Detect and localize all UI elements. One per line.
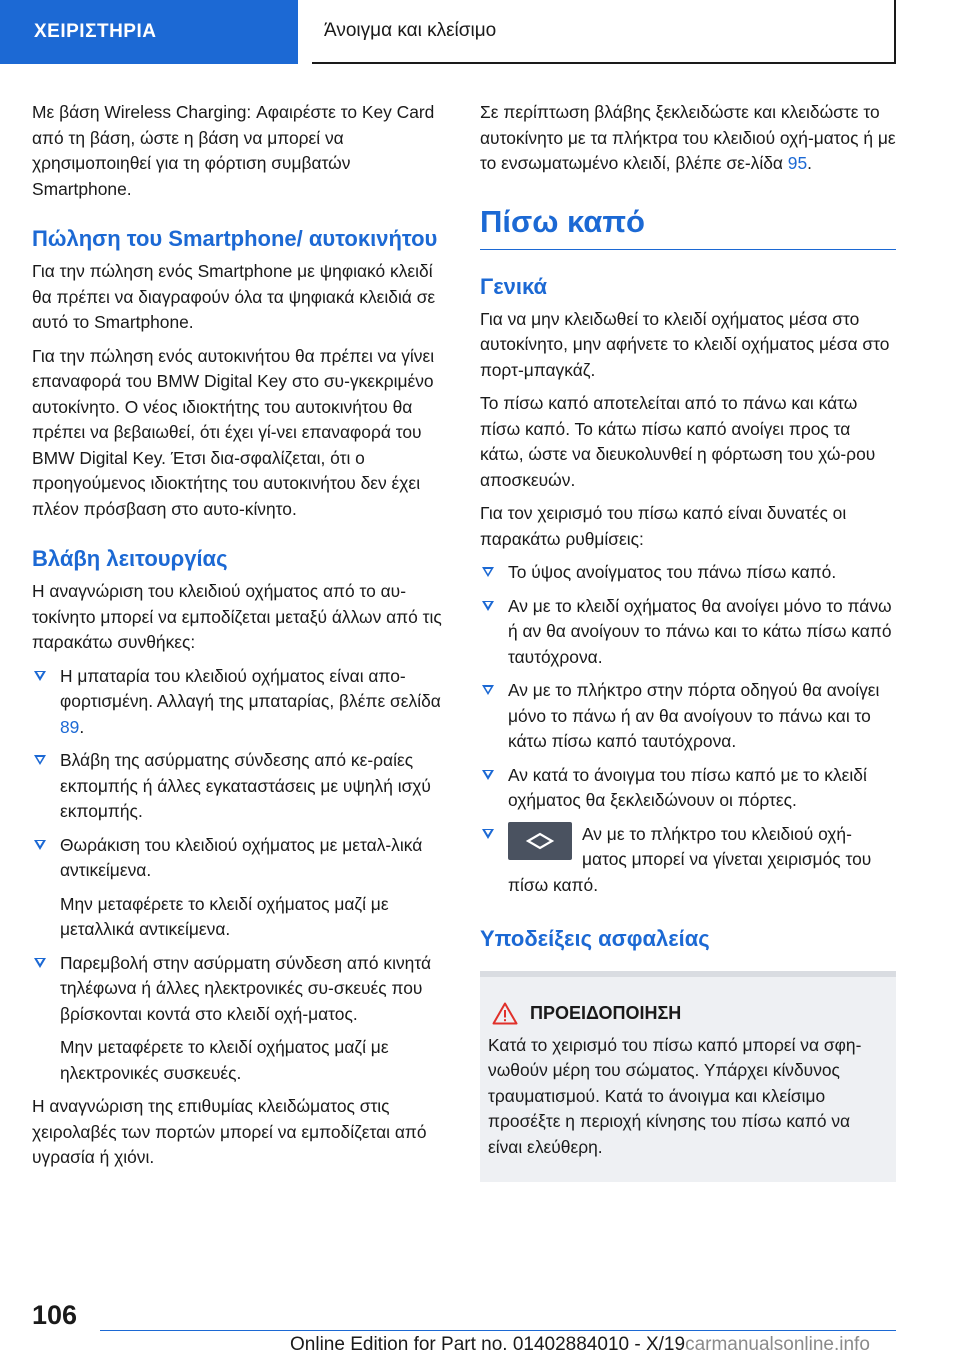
bullet-triangle-icon: [34, 958, 46, 968]
warning-title: [492, 1001, 888, 1027]
list-item-text: Βλάβη της ασύρματης σύνδεσης από κε-ραίες εκπομπής ή άλλες εγκαταστάσεις με υψηλή ισχύ εκπομπής.: [60, 750, 431, 821]
footer-site: carmanualsonline.info: [685, 1334, 870, 1355]
fault-intro: Η αναγνώριση του κλειδιού οχήματος από το αυ-τοκίνητο μπορεί να εμποδίζεται μεταξύ άλλων από τις παρακάτω συνθήκες:: [32, 581, 442, 652]
sale-paragraph-1: Για την πώληση ενός Smartphone με ψηφιακό κλειδί θα πρέπει να διαγραφούν όλα τα ψηφιακά κλειδιά σε αυτό το Smartphone.: [32, 261, 436, 332]
list-item-text: Αν με το πλήκτρο στην πόρτα οδηγού θα ανοίγει μόνο το πάνω ή αν θα ανοίγουν το πάνω και το κάτω πίσω καπό ταυτόχρονα.: [508, 680, 880, 751]
list-item-text: Παρεμβολή στην ασύρματη σύνδεση από κινητά τηλέφωνα ή άλλες ηλεκτρονικές συ-σκευές που βρίσκονται κοντά στο κλειδί οχή-ματος.: [60, 952, 432, 1024]
general-paragraph-3: Για τον χειρισμό του πίσω καπό είναι δυνατές οι παρακάτω ρυθμίσεις:: [480, 503, 847, 549]
page-number: 106: [32, 1300, 78, 1330]
settings-list: [480, 560, 896, 898]
chapter-title: Άνοιγμα και κλείσιμο: [324, 20, 497, 41]
list-item: [32, 664, 448, 741]
list-item-text: Θωράκιση του κλειδιού οχήματος με μεταλ-λικά αντικείμενα.: [60, 834, 423, 880]
list-item-note: Μην μεταφέρετε το κλειδί οχήματος μαζί με ηλεκτρονικές συσκευές.: [60, 1037, 389, 1083]
bullet-triangle-icon: [482, 770, 494, 780]
bullet-triangle-icon: [482, 829, 494, 839]
warning-title-text: ΠΡΟΕΙΔΟΠΟΙΗΣΗ: [530, 1003, 682, 1023]
list-item: [480, 822, 896, 899]
right-column: [480, 100, 896, 1182]
list-item-note: Μην μεταφέρετε το κλειδί οχήματος μαζί με μεταλλικά αντικείμενα.: [60, 893, 389, 939]
list-item-text: Η μπαταρία του κλειδιού οχήματος είναι απο-φορτισμένη. Αλλαγή της μπαταρίας, βλέπε σελίδα: [60, 665, 441, 711]
intro-paragraph: Με βάση Wireless Charging: Αφαιρέστε το Key Card από τη βάση, ώστε η βάση να μπορεί να χρησιμοποιηθεί για τη φόρτιση συμβατών Smartphone.: [32, 102, 435, 199]
footer-edition: [290, 1334, 870, 1356]
fault-heading: Βλάβη λειτουργίας: [32, 546, 228, 571]
warning-triangle-icon: [492, 1002, 518, 1025]
left-column: [32, 100, 448, 1179]
list-item: [480, 560, 896, 586]
section-title: ΧΕΙΡΙΣΤΗΡΙΑ: [34, 21, 157, 42]
general-paragraph-2: Το πίσω καπό αποτελείται από το πάνω και κάτω πίσω καπό. Το κάτω πίσω καπό ανοίγει προς τα κάτω, ώστε να διευκολυνθεί η φόρτωση του χώ-ρου αποσκευών.: [480, 393, 876, 490]
list-item-tail: .: [79, 716, 85, 737]
footer-divider: [100, 1330, 896, 1331]
bullet-triangle-icon: [34, 755, 46, 765]
sale-paragraph-2: Για την πώληση ενός αυτοκινήτου θα πρέπει να γίνει επαναφορά του BMW Digital Key στο συ-γκεκριμένο αυτοκίνητο. Ο νέος ιδιοκτήτης του αυτοκινήτου θα πρέπει να βεβαιωθεί, ότι έχει γί-νει επαναφορά του BMW Digital Key. Έτσι δια-σφαλίζεται, ότι ο προηγούμενος ιδιοκτήτης του αυτοκινήτου δεν έχει πλέον πρόσβαση στο αυτο-κίνητο.: [32, 345, 435, 519]
fault-list: [32, 664, 448, 1087]
warning-text: Κατά το χειρισμό του πίσω καπό μπορεί να σφη-νωθούν μέρη του σώματος. Υπάρχει κίνδυνος τραυματισμού. Κατά το άνοιγμα και κλείσιμο προσέξτε η περιοχή κίνησης του πίσω καπό να είναι ελεύθερη.: [488, 1034, 862, 1157]
tailgate-heading: Πίσω καπό: [480, 203, 896, 250]
list-item-text: Αν με το κλειδί οχήματος θα ανοίγει μόνο το πάνω ή αν θα ανοίγουν το πάνω και το κάτω πίσω καπό ταυτόχρονα.: [508, 595, 892, 667]
tailgate-symbol-icon: [525, 832, 555, 850]
continued-tail: .: [807, 153, 812, 173]
bullet-triangle-icon: [482, 567, 494, 577]
list-item: [480, 763, 896, 814]
general-heading: Γενικά: [480, 273, 548, 299]
page-link[interactable]: 89: [60, 716, 80, 737]
safety-heading: Υποδείξεις ασφαλείας: [480, 926, 710, 951]
bullet-triangle-icon: [34, 671, 46, 681]
section-tab: [0, 0, 298, 64]
page-link[interactable]: 95: [787, 153, 808, 173]
sale-heading: Πώληση του Smartphone/ αυτοκινήτου: [32, 226, 438, 251]
list-item: [32, 833, 448, 943]
chapter-header: [312, 0, 896, 64]
list-item: [480, 678, 896, 755]
list-item: [32, 951, 448, 1087]
list-item-text: Αν με το πλήκτρο του κλειδιού οχή-ματος μπορεί να γίνεται χειρισμός του πίσω καπό.: [508, 823, 872, 895]
outro-paragraph: Η αναγνώριση της επιθυμίας κλειδώματος στις χειρολαβές των πορτών μπορεί να εμποδίζεται από υγρασία ή χιόνι.: [32, 1096, 427, 1167]
list-item-text: Το ύψος ανοίγματος του πάνω πίσω καπό.: [508, 562, 837, 582]
list-item: [480, 594, 896, 671]
bullet-triangle-icon: [482, 685, 494, 695]
continued-text: Σε περίπτωση βλάβης ξεκλειδώστε και κλειδώστε το αυτοκίνητο με τα πλήκτρα του κλειδιού οχή-ματος ή με το ενσωματωμένο κλειδί, βλέπε σε-λίδα: [480, 102, 896, 173]
continued-paragraph: [480, 100, 896, 177]
warning-box: [480, 971, 896, 1182]
list-item: [32, 748, 448, 825]
general-paragraph-1: Για να μην κλειδωθεί το κλειδί οχήματος μέσα στο αυτοκίνητο, μην αφήνετε το κλειδί οχήματος μέσα στο πορτ-μπαγκάζ.: [480, 308, 890, 380]
tailgate-key-button-icon: [508, 822, 572, 860]
bullet-triangle-icon: [482, 601, 494, 611]
list-item-text: Αν κατά το άνοιγμα του πίσω καπό με το κλειδί οχήματος θα ξεκλειδώνουν οι πόρτες.: [508, 764, 867, 810]
footer-edition-text: Online Edition for Part no. 01402884010 - X/19: [290, 1334, 686, 1355]
bullet-triangle-icon: [34, 840, 46, 850]
